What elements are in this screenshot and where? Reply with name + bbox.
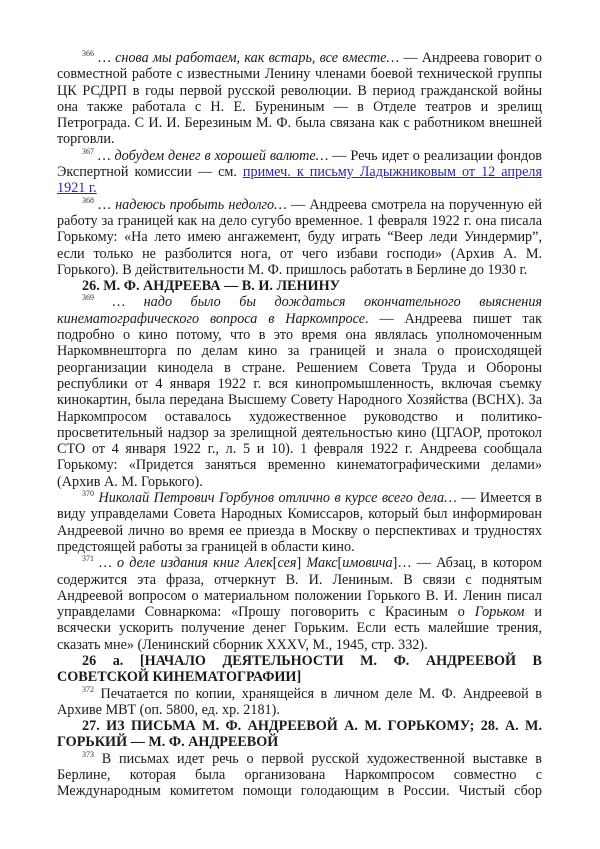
note-text: В письмах идет речь о первой русской художественной выставке в Берлине, которая была организована Наркомпросом совместно с Международным комитетом помощи голодающим в России. Чистый сбор <box>57 750 542 800</box>
note-quote: Николай Петрович Горбунов отлично в курсе всего дела… <box>98 490 457 507</box>
note-quote: … о деле издания книг Алек <box>99 555 273 572</box>
note-quote: … добудем денег в хорошей валюте… <box>97 147 329 164</box>
note-368 <box>57 197 542 278</box>
note-quote: … надо было бы дождаться окончательного выяснения кинематографического вопроса в Наркомпросе <box>57 294 543 327</box>
note-text: — Андреева смотрела на порученную ей работу за границей как на дело сугубо временное. 1 февраля 1922 г. она писала Горькому: «На лето имею ангажемент, буду играть “Веер леди Уиндермир”, если только не разболится нога, от чего избави господи» (Архив А. М. Горького). В действительности М. Ф. пришлось работать в Берлине до 1930 г. <box>57 196 542 278</box>
cross-reference-link[interactable]: примеч. к письму Ладыжниковым от 12 апреля 1921 г. <box>57 164 542 197</box>
note-number: 369 <box>82 293 94 303</box>
note-text: . — Андреева пишет так подробно о кино потому, что в это время она являлась уполномоченным Наркомвнешторга по делам кино за границей и знала о происходящей реорганизации кинодела в стране. Решением Совета Труда и Обороны республики от 4 января 1922 г. вся кинопромышленность, включая съемку кинокартин, была передана Высшему Совету Народного Хозяйства (ВСНХ). За Наркомпросом оставалось художественное руководство и политико-просветительный надзор за зрелищной деятельностью кино (ЦГАОР, протокол СТО от 4 января 1922 г., л. 5 и 10). 1 февраля 1922 г. Андреева сообщала Горькому: «Придется заняться временно кинематографическими делами» (Архив А. М. Горького). <box>57 310 542 490</box>
note-quote: Макс <box>306 555 338 572</box>
section-heading-27-28: 27. ИЗ ПИСЬМА М. Ф. АНДРЕЕВОЙ А. М. ГОРЬКОМУ; 28. А. М. ГОРЬКИЙ — М. Ф. АНДРЕЕВОЙ <box>57 718 542 751</box>
note-372 <box>57 686 542 719</box>
note-text: Печатается по копии, хранящейся в личном деле М. Ф. Андреевой в Архиве МВТ (оп. 5800, ед. хр. 2181). <box>57 685 542 718</box>
emphasis: Горьком <box>474 604 525 621</box>
note-number: 368 <box>82 195 94 205</box>
bracket: ] <box>296 555 307 572</box>
note-number: 367 <box>82 146 94 156</box>
note-quote: … надеюсь пробыть недолго… <box>98 196 287 213</box>
note-text: и всячески ускорить получение денег Горьким. Если есть малейшие трения, сказать мне» (Ленинский сборник XXXV, М., 1945, стр. 332). <box>57 604 543 653</box>
note-text: — Речь идет о реализации фондов Экспертной комиссии — см. <box>57 147 542 181</box>
note-number: 371 <box>82 554 94 564</box>
section-heading-26a: 26 а. [НАЧАЛО ДЕЯТЕЛЬНОСТИ М. Ф. АНДРЕЕВОЙ В СОВЕТСКОЙ КИНЕМАТОГРАФИИ] <box>57 652 542 686</box>
bracket: [ <box>337 555 343 572</box>
note-number: 373 <box>82 749 94 759</box>
note-367 <box>57 148 542 197</box>
note-369 <box>57 294 542 490</box>
note-quote: … снова мы работаем, как встарь, все вместе… <box>98 50 400 66</box>
note-text: — Абзац, в котором содержится эта фраза, отчеркнут В. И. Лениным. В связи с поднятым Андреевой вопросом о материальном положении Горького В. И. Ленин писал управделами Совнаркома: «Прошу поговорить с Красиным о <box>57 555 542 621</box>
ellipsis: … <box>397 555 412 572</box>
note-366 <box>57 50 542 148</box>
note-number: 372 <box>82 684 94 694</box>
note-370 <box>57 490 542 555</box>
note-number: 370 <box>82 489 94 499</box>
note-number: 366 <box>82 49 94 58</box>
note-text: — Андреева говорит о совместной работе с известными Ленину членами боевой технической группы ЦК РСДРП в годы первой русской революции. В период гражданской войны она также работала с Н. Е. Бурениным — в Отделе театров и зрелищ Петрограда. С И. И. Березиным М. Ф. была связана как с работником внешней торговли. <box>57 50 542 148</box>
note-373 <box>57 751 542 800</box>
section-heading-26: 26. М. Ф. АНДРЕЕВА — В. И. ЛЕНИНУ <box>82 278 341 295</box>
note-371 <box>57 555 542 653</box>
bracket: [ <box>272 555 278 572</box>
note-quote: имовича <box>342 555 393 572</box>
bracket: ] <box>392 555 398 572</box>
note-quote: сея <box>277 555 297 572</box>
document-page <box>57 50 542 800</box>
note-text: — Имеется в виду управделами Совета Народных Комиссаров, который был информирован Андреевой лично во время ее приезда в Москву о перспективах и трудностях предстоящей работы за границей в области кино. <box>57 490 543 555</box>
